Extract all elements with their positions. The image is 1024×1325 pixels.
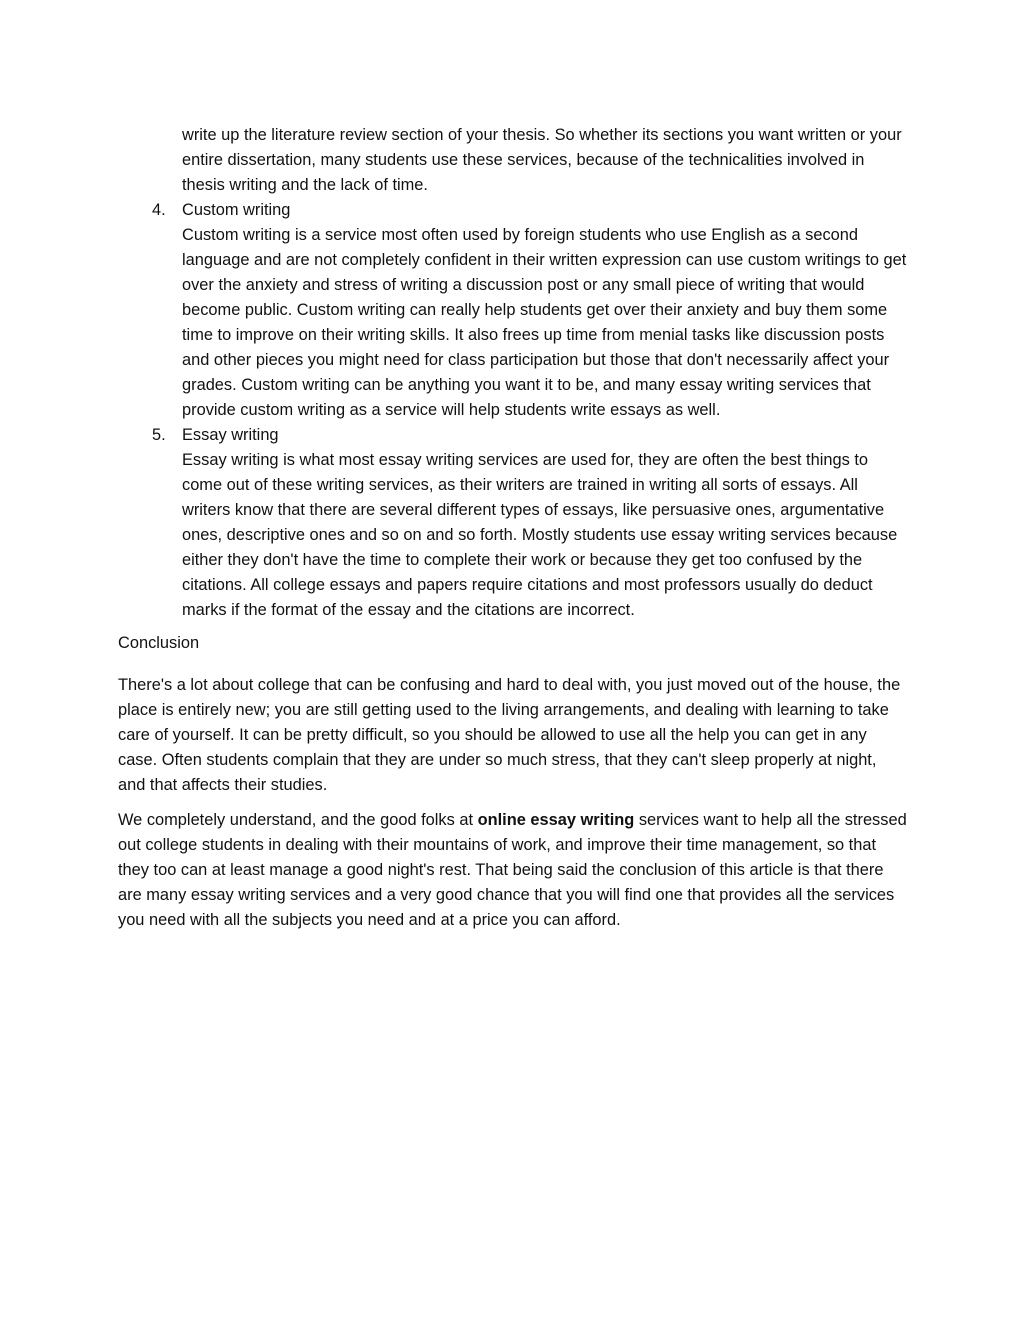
list-item-body: Custom writing is a service most often used by foreign students who use English as a second language and are not completely confident in their written expression can use custom writings to get over the anxiety and stress of writing a discussion post or any small piece of writing that would become public. Custom writing can really help students get over their anxiety and buy them some time to improve on their writing skills. It also frees up time from menial tasks like discussion posts and other pieces you might need for class participation but those that don't necessarily affect your grades. Custom writing can be anything you want it to be, and many essay writing services that provide custom writing as a service will help students write essays as well. [182, 226, 907, 419]
conclusion-paragraph-2 [118, 808, 908, 933]
list-item-body: Essay writing is what most essay writing services are used for, they are often the best things to come out of these writing services, as their writers are trained in writing all sorts of essays. All writers know that there are several different types of essays, like persuasive ones, argumentative ones, descriptive ones and so on and so forth. Mostly students use essay writing services because either they don't have the time to complete their work or because they get too confused by the citations. All college essays and papers require citations and most professors usually do deduct marks if the format of the essay and the citations are incorrect. [182, 451, 898, 619]
list-number: 5. [152, 426, 166, 444]
list-item-custom-writing [152, 198, 908, 423]
conclusion-paragraph-1: There's a lot about college that can be confusing and hard to deal with, you just moved out of the house, the place is entirely new; you are still getting used to the living arrangements, and dealing with learning to take care of yourself. It can be pretty difficult, so you should be allowed to use all the help you can get in any case. Often students complain that they are under so much stress, that they can't sleep properly at night, and that affects their studies. [118, 676, 901, 794]
paragraph-text: services want to help all the stressed out college students in dealing with their mountains of work, and improve their time management, so that they too can at least manage a good night's rest. That being said the conclusion of this article is that there are many essay writing services and a very good chance that you will find one that provides all the services you need with all the subjects you need and at a price you can afford. [118, 811, 907, 929]
conclusion-heading: Conclusion [118, 634, 200, 652]
bold-keyword: online essay writing [477, 811, 635, 829]
list-item-essay-writing [152, 423, 908, 623]
paragraph-text: We completely understand, and the good folks at [118, 811, 478, 829]
intro-continuation-paragraph: write up the literature review section of your thesis. So whether its sections you want written or your entire dissertation, many students use these services, because of the technicalities involved in thesis writing and the lack of time. [182, 126, 902, 194]
list-number: 4. [152, 201, 166, 219]
list-item-title: Essay writing [182, 426, 279, 444]
document-body [118, 123, 908, 943]
list-item-title: Custom writing [182, 201, 291, 219]
